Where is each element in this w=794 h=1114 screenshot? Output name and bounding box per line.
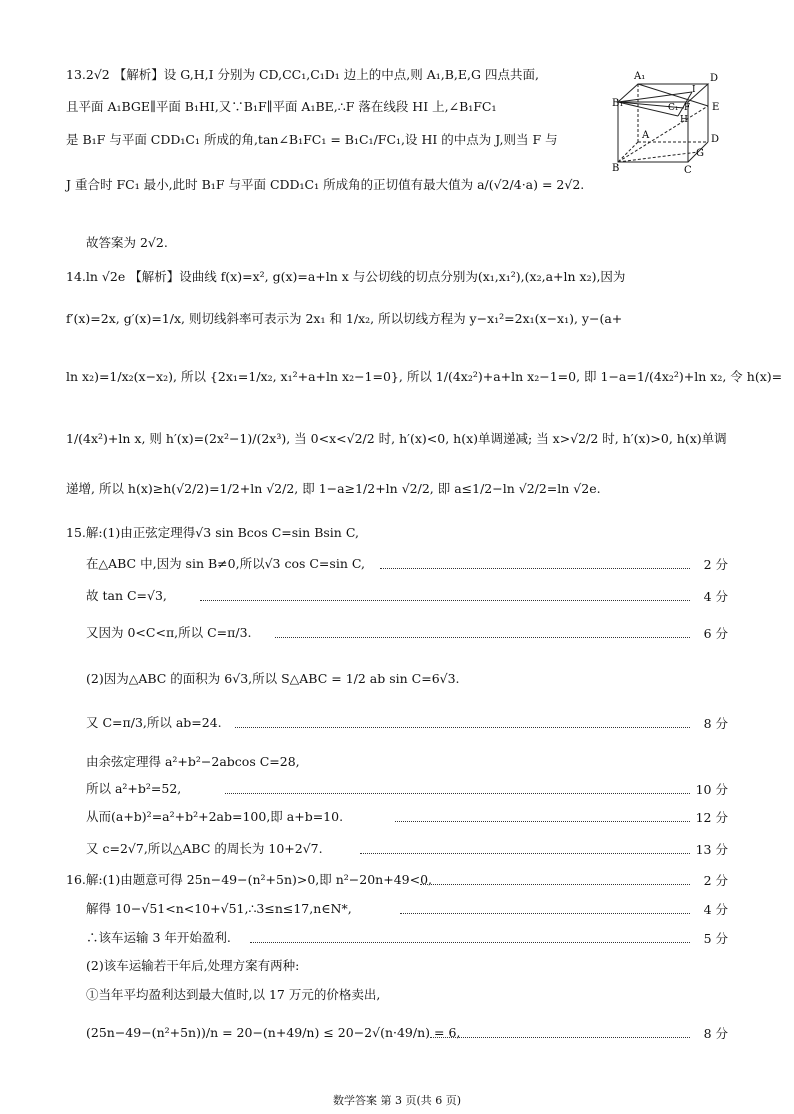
score-mark: 8 分 [703,1026,728,1041]
leader-dots [200,600,690,601]
fig-label-a: A [642,130,650,141]
p16-line-5: ①当年平均盈利达到最大值时,以 17 万元的价格卖出, [86,987,381,1002]
fig-label-e: E [712,102,720,113]
p15-line-10: 又 c=2√7,所以△ABC 的周长为 10+2√7. [86,841,323,856]
p16-line-6: (25n−49−(n²+5n))/n = 20−(n+49/n) ≤ 20−2√(n·49/n) = 6, [86,1025,461,1040]
score-mark: 6 分 [703,626,728,641]
fig-label-h: H [680,115,688,125]
p15-line-9: 从而(a+b)²=a²+b²+2ab=100,即 a+b=10. [86,809,344,824]
p15-line-7: 由余弦定理得 a²+b²−2abcos C=28, [86,754,300,769]
fig-label-g: G [696,148,704,159]
p14-line-5: 递增, 所以 h(x)≥h(√2/2)=1/2+ln √2/2, 即 1−a≥1/2+ln √2/2, 即 a≤1/2−ln √2/2=ln √2e. [66,481,601,496]
leader-dots [380,568,690,569]
p14-line-2: f′(x)=2x, g′(x)=1/x, 则切线斜率可表示为 2x₁ 和 1/x₂, 所以切线方程为 y−x₁²=2x₁(x−x₁), y−(a+ [66,311,623,326]
cube-figure [612,66,732,174]
p15-line-3: 故 tan C=√3, [86,588,167,603]
leader-dots [250,942,690,943]
p14-line-1: 14.ln √2e 【解析】设曲线 f(x)=x², g(x)=a+ln x 与公切线的切点分别为(x₁,x₁²),(x₂,a+ln x₂),因为 [66,269,626,284]
p15-line-8: 所以 a²+b²=52, [86,781,182,796]
p13-line-3: 是 B₁F 与平面 CDD₁C₁ 所成的角,tan∠B₁FC₁ = B₁C₁/FC₁,设 HI 的中点为 J,则当 F 与 [66,132,558,147]
p15-line-4: 又因为 0<C<π,所以 C=π/3. [86,625,252,640]
score-mark: 2 分 [703,873,728,888]
score-mark: 10 分 [695,782,728,797]
leader-dots [275,637,690,638]
fig-label-d1: D [710,73,719,84]
score-mark: 4 分 [703,589,728,604]
fig-label-c: C [684,165,692,174]
p13-line-4: J 重合时 FC₁ 最小,此时 B₁F 与平面 CDD₁C₁ 所成角的正切值有最大值为 a/(√2/4·a) = 2√2. [66,177,585,192]
score-mark: 13 分 [695,842,728,857]
p14-line-4: 1/(4x²)+ln x, 则 h′(x)=(2x²−1)/(2x³), 当 0<x<√2/2 时, h′(x)<0, h(x)单调递减; 当 x>√2/2 时, h′(x)>0, h(x)单调 [66,431,727,446]
score-mark: 8 分 [703,716,728,731]
p13-line-1: 13.2√2 【解析】设 G,H,I 分别为 CD,CC₁,C₁D₁ 边上的中点,则 A₁,B,E,G 四点共面, [66,67,539,82]
leader-dots [420,884,690,885]
p16-line-1: 16.解:(1)由题意可得 25n−49−(n²+5n)>0,即 n²−20n+49<0, [66,872,433,887]
p16-line-2: 解得 10−√51<n<10+√51,∴3≤n≤17,n∈N*, [86,901,352,916]
p15-line-5: (2)因为△ABC 的面积为 6√3,所以 S△ABC = 1/2 ab sin C=6√3. [86,671,460,686]
fig-label-c1: C₁ [668,103,679,113]
score-mark: 4 分 [703,902,728,917]
page-footer: 数学答案 第 3 页(共 6 页) [332,1094,462,1107]
leader-dots [235,727,690,728]
fig-label-i: I [692,85,696,95]
fig-label-d: D [711,134,720,145]
fig-label-f: F [684,103,691,113]
score-mark: 2 分 [703,557,728,572]
p15-line-2: 在△ABC 中,因为 sin B≠0,所以√3 cos C=sin C, [86,556,365,571]
p15-line-1: 15.解:(1)由正弦定理得√3 sin Bcos C=sin Bsin C, [66,525,359,540]
fig-label-b1: B₁ [612,98,624,109]
p16-line-4: (2)该车运输若干年后,处理方案有两种: [86,958,300,973]
leader-dots [360,853,690,854]
p13-conclusion: 故答案为 2√2. [86,235,168,250]
leader-dots [430,1037,690,1038]
fig-label-a1: A₁ [634,71,646,82]
fig-label-b: B [612,163,620,174]
p16-line-3: ∴该车运输 3 年开始盈利. [86,930,231,945]
leader-dots [400,913,690,914]
score-mark: 5 分 [703,931,728,946]
leader-dots [225,793,690,794]
p15-line-6: 又 C=π/3,所以 ab=24. [86,715,222,730]
p13-line-2: 且平面 A₁BGE∥平面 B₁HI,又∵B₁F∥平面 A₁BE,∴F 落在线段 HI 上,∠B₁FC₁ [66,99,497,114]
score-mark: 12 分 [695,810,728,825]
p14-line-3: ln x₂)=1/x₂(x−x₂), 所以 {2x₁=1/x₂, x₁²+a+ln x₂−1=0}, 所以 1/(4x₂²)+a+ln x₂−1=0, 即 1−a=1/(4x₂²)+ln x₂, 令 h(x)= [66,369,783,384]
leader-dots [395,821,690,822]
